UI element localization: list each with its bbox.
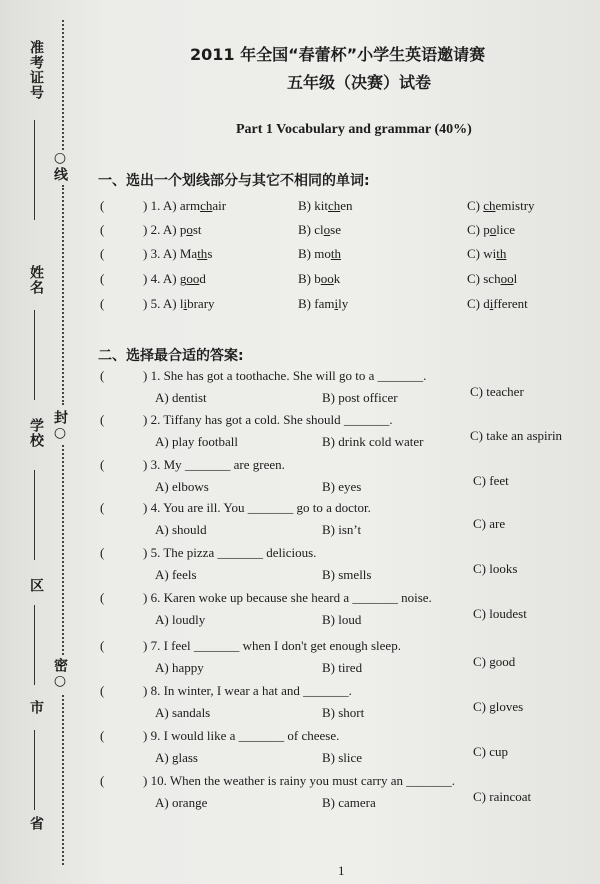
- word-part: l: [179, 296, 184, 311]
- question-text: ) 10. When the weather is rainy you must carry an _______.: [143, 773, 456, 788]
- margin-line-mark: ○线: [52, 150, 68, 182]
- answer-paren[interactable]: (: [100, 773, 105, 788]
- dotted-cut-line: [62, 695, 64, 865]
- word-part: C) p: [467, 222, 490, 237]
- option-c: C) are: [473, 516, 506, 531]
- question-text: ) 9. I would like a _______ of cheese.: [143, 728, 340, 743]
- option-c: C) gloves: [473, 699, 524, 714]
- option-a: A) sandals: [155, 705, 211, 720]
- binding-margin: [0, 0, 80, 884]
- question-number: ) 3. A): [143, 246, 180, 261]
- answer-paren[interactable]: (: [100, 683, 105, 698]
- word-part: l: [513, 271, 518, 286]
- margin-blank-line: [34, 310, 35, 400]
- option-a: A) should: [155, 522, 207, 537]
- margin-province-label: 省: [28, 816, 44, 831]
- answer-paren[interactable]: (: [100, 457, 105, 472]
- underlined-part: th: [330, 246, 341, 261]
- word-part: B) cl: [298, 222, 324, 237]
- underlined-part: o: [489, 222, 497, 237]
- word-part: fferent: [493, 296, 528, 311]
- question-text: ) 5. The pizza _______ delicious.: [143, 545, 317, 560]
- underlined-part: th: [197, 246, 208, 261]
- dotted-cut-line: [62, 20, 64, 150]
- underlined-part: o: [323, 222, 331, 237]
- question-text: ) 2. Tiffany has got a cold. She should _______.: [143, 412, 393, 427]
- word-part: g: [179, 271, 187, 286]
- option-b: B) loud: [322, 612, 362, 627]
- answer-paren[interactable]: (: [100, 638, 105, 653]
- underlined-part: oo: [320, 271, 334, 286]
- word-part: C) d: [467, 296, 490, 311]
- option-b: [298, 246, 341, 262]
- margin-blank-line: [34, 605, 35, 685]
- option-a: A) glass: [155, 750, 198, 765]
- page-number: 1: [338, 863, 345, 878]
- section2-heading: 二、选择最合适的答案:: [98, 348, 244, 364]
- option-c: C) raincoat: [473, 789, 532, 804]
- word-part: p: [179, 222, 187, 237]
- answer-paren[interactable]: (: [100, 368, 105, 383]
- margin-exam-number-label: 准考证号: [28, 40, 44, 100]
- word-part: brary: [187, 296, 215, 311]
- answer-paren[interactable]: (: [100, 545, 105, 560]
- option-c: [467, 271, 517, 287]
- exam-subtitle: 五年级（决赛）试卷: [287, 73, 432, 92]
- option-b: [298, 271, 340, 287]
- margin-blank-line: [34, 730, 35, 810]
- word-part: B) fam: [298, 296, 335, 311]
- answer-paren[interactable]: (: [100, 412, 105, 427]
- word-part: k: [333, 271, 341, 286]
- underlined-part: oo: [500, 271, 514, 286]
- word-part: en: [340, 198, 353, 213]
- margin-blank-line: [34, 120, 35, 220]
- word-part: C) sch: [467, 271, 501, 286]
- option-b: B) tired: [322, 660, 363, 675]
- word-part: arm: [179, 198, 201, 213]
- option-a: A) happy: [155, 660, 204, 675]
- option-b: B) isn’t: [322, 522, 362, 537]
- underlined-part: ch: [200, 198, 213, 213]
- underlined-part: th: [496, 246, 507, 261]
- question-number: ) 4. A): [143, 271, 180, 286]
- question-number: ) 5. A): [143, 296, 180, 311]
- option-c: C) take an aspirin: [470, 428, 563, 443]
- question-number: ) 2. A): [143, 222, 180, 237]
- option-c: C) good: [473, 654, 516, 669]
- answer-paren[interactable]: (: [100, 222, 105, 237]
- option-c: C) teacher: [470, 384, 524, 399]
- question-text: ) 1. She has got a toothache. She will go to a _______.: [143, 368, 427, 383]
- option-c: [467, 222, 515, 238]
- option-b: [298, 198, 353, 214]
- section1-heading: 一、选出一个划线部分与其它不相同的单词:: [98, 173, 370, 189]
- answer-paren[interactable]: (: [100, 500, 105, 515]
- option-c: [467, 246, 506, 262]
- underlined-part: ch: [483, 198, 496, 213]
- answer-paren[interactable]: (: [100, 198, 105, 213]
- option-b: [298, 222, 341, 238]
- option-a: A) loudly: [155, 612, 206, 627]
- word-part: emistry: [495, 198, 535, 213]
- underlined-part: oo: [186, 271, 200, 286]
- part-heading: Part 1 Vocabulary and grammar (40%): [236, 122, 472, 137]
- dotted-cut-line: [62, 185, 64, 405]
- word-part: se: [330, 222, 341, 237]
- option-a: [143, 222, 202, 238]
- option-a: A) orange: [155, 795, 208, 810]
- margin-name-label: 姓名: [28, 265, 44, 295]
- margin-blank-line: [34, 470, 35, 560]
- margin-city-label: 市: [28, 700, 44, 715]
- word-part: lice: [496, 222, 516, 237]
- option-c: [467, 296, 528, 312]
- option-c: C) looks: [473, 561, 518, 576]
- option-b: B) short: [322, 705, 365, 720]
- option-b: B) drink cold water: [322, 434, 424, 449]
- margin-secret-mark: 密○: [52, 658, 68, 690]
- answer-paren[interactable]: (: [100, 296, 105, 311]
- option-a: [143, 198, 226, 214]
- margin-school-label: 学校: [28, 418, 44, 448]
- question-text: ) 6. Karen woke up because she heard a _______ noise.: [143, 590, 432, 605]
- option-a: A) play football: [155, 434, 239, 449]
- question-text: ) 7. I feel _______ when I don't get enough sleep.: [143, 638, 401, 653]
- word-part: st: [192, 222, 202, 237]
- word-part: ly: [338, 296, 349, 311]
- question-text: ) 8. In winter, I wear a hat and _______.: [143, 683, 352, 698]
- option-c: C) feet: [473, 473, 509, 488]
- option-b: B) slice: [322, 750, 363, 765]
- option-a: [143, 296, 215, 312]
- word-part: C) wi: [467, 246, 497, 261]
- option-b: [298, 296, 348, 312]
- margin-district-label: 区: [28, 578, 44, 593]
- option-a: A) elbows: [155, 479, 209, 494]
- option-c: C) loudest: [473, 606, 527, 621]
- answer-paren[interactable]: (: [100, 590, 105, 605]
- underlined-part: ch: [327, 198, 341, 213]
- exam-title: 2011 年全国“春蕾杯”小学生英语邀请赛: [190, 45, 486, 64]
- option-a: A) dentist: [155, 390, 207, 405]
- option-c: [467, 198, 535, 214]
- option-a: [143, 246, 212, 262]
- option-c: C) cup: [473, 744, 509, 759]
- word-part: Ma: [179, 246, 198, 261]
- word-part: B) kit: [298, 198, 328, 213]
- underlined-part: i: [183, 296, 188, 311]
- option-b: B) eyes: [322, 479, 362, 494]
- word-part: d: [199, 271, 206, 286]
- answer-paren[interactable]: (: [100, 271, 105, 286]
- margin-seal-mark: 封○: [52, 410, 68, 442]
- word-part: B) b: [298, 271, 321, 286]
- word-part: B) mo: [298, 246, 331, 261]
- underlined-part: i: [334, 296, 339, 311]
- question-number: ) 1. A): [143, 198, 180, 213]
- underlined-part: i: [489, 296, 494, 311]
- option-b: B) smells: [322, 567, 372, 582]
- answer-paren[interactable]: (: [100, 246, 105, 261]
- option-b: B) camera: [322, 795, 376, 810]
- option-a: [143, 271, 206, 287]
- question-text: ) 4. You are ill. You _______ go to a doctor.: [143, 500, 371, 515]
- question-text: ) 3. My _______ are green.: [143, 457, 285, 472]
- dotted-cut-line: [62, 445, 64, 655]
- option-a: A) feels: [155, 567, 197, 582]
- word-part: air: [212, 198, 227, 213]
- word-part: s: [207, 246, 213, 261]
- underlined-part: o: [186, 222, 193, 237]
- option-b: B) post officer: [322, 390, 398, 405]
- word-part: C): [467, 198, 484, 213]
- answer-paren[interactable]: (: [100, 728, 105, 743]
